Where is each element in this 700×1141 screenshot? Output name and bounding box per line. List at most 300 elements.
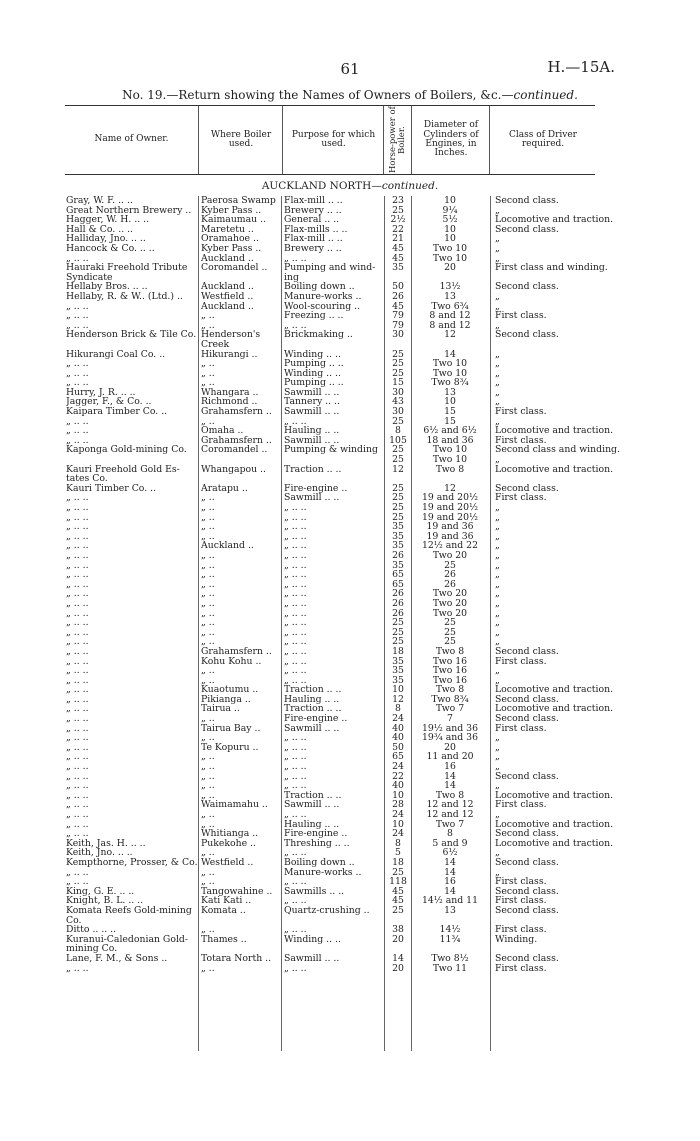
diameter-cell: 25 <box>444 560 456 571</box>
owner-cell: Hikurangi Coal Co. .. <box>66 349 166 360</box>
where-cell: „ .. <box>201 359 215 369</box>
table-row <box>0 647 700 657</box>
table-row <box>0 628 700 638</box>
hp-cell: 45 <box>392 243 404 254</box>
where-cell: „ .. <box>201 790 215 801</box>
driver-cell: „ <box>495 387 500 398</box>
owner-cell: „ .. .. <box>66 426 89 436</box>
where-cell: Westfield .. <box>201 291 254 302</box>
purpose-cell: Hauling .. .. <box>284 426 340 436</box>
purpose-cell: Threshing .. .. <box>284 838 350 849</box>
where-cell: „ .. <box>201 848 215 858</box>
diameter-cell: Two 16 <box>432 675 468 686</box>
driver-cell: Second class. <box>495 282 559 292</box>
purpose-cell: Hauling .. .. <box>284 819 340 830</box>
driver-cell: „ <box>495 455 500 465</box>
diameter-cell: Two 6¾ <box>431 301 469 312</box>
hp-cell: 105 <box>389 435 407 446</box>
where-cell: „ .. <box>201 714 215 724</box>
owner-cell: Keith, Jas. H. .. .. <box>66 838 146 849</box>
purpose-cell: Fire-engine .. <box>284 483 348 494</box>
purpose-cell: „ .. .. <box>284 550 307 561</box>
diameter-cell: 14½ and 11 <box>421 896 479 906</box>
purpose-cell: ing <box>284 272 299 283</box>
diameter-cell: 25 <box>444 637 456 647</box>
diameter-cell: 25 <box>444 627 456 638</box>
hp-cell: 25 <box>392 637 404 647</box>
diameter-cell: Two 16 <box>432 656 468 667</box>
where-cell: Kyber Pass .. <box>201 205 262 216</box>
purpose-cell: General .. .. <box>284 215 340 225</box>
purpose-cell: Freezing .. .. <box>284 311 344 321</box>
hp-cell: 8 <box>395 704 401 715</box>
where-cell: Omaha .. <box>201 426 244 436</box>
hp-cell: 25 <box>392 359 404 369</box>
driver-cell: „ <box>495 531 500 542</box>
where-cell: Auckland .. <box>201 541 254 551</box>
table-header <box>65 105 595 175</box>
diameter-cell: Two 10 <box>432 368 468 379</box>
purpose-cell: „ .. .. <box>284 416 307 427</box>
table-row <box>0 800 700 810</box>
table-row <box>0 445 700 455</box>
purpose-cell: „ .. .. <box>284 762 307 772</box>
table-row <box>0 916 700 926</box>
hp-cell: 25 <box>392 416 404 427</box>
purpose-cell: „ .. .. <box>284 733 307 743</box>
hp-cell: 30 <box>392 387 404 398</box>
purpose-cell: Fire-engine .. <box>284 829 348 839</box>
driver-cell: „ <box>495 589 500 599</box>
where-cell: „ .. <box>201 579 215 590</box>
where-cell: Kohu Kohu .. <box>201 656 262 667</box>
where-cell: „ .. <box>201 560 215 571</box>
purpose-cell: „ .. .. <box>284 608 307 619</box>
purpose-cell: „ .. .. <box>284 589 307 599</box>
diameter-cell: 11 and 20 <box>426 752 474 763</box>
where-cell: „ .. <box>201 311 215 321</box>
owner-cell: „ .. .. <box>66 646 89 657</box>
where-cell: Pukekohe .. <box>201 838 256 849</box>
owner-cell: „ .. .. <box>66 589 89 599</box>
diameter-cell: 12 <box>444 483 456 494</box>
purpose-cell: „ .. .. <box>284 666 307 676</box>
purpose-cell: Sawmills .. .. <box>284 886 345 897</box>
where-cell: Grahamsfern .. <box>201 646 272 657</box>
table-row <box>0 311 700 321</box>
diameter-cell: 10 <box>444 234 456 244</box>
table-row <box>0 551 700 561</box>
table-row <box>0 541 700 551</box>
diameter-cell: 5½ <box>442 215 458 225</box>
driver-cell: Second class. <box>495 857 559 868</box>
owner-cell: „ .. .. <box>66 810 89 820</box>
driver-cell: Second class. <box>495 330 559 340</box>
hp-cell: 10 <box>392 685 404 695</box>
table-row <box>0 493 700 503</box>
driver-cell: „ <box>495 359 500 369</box>
where-cell: „ .. <box>201 627 215 638</box>
driver-cell: „ <box>495 666 500 676</box>
diameter-cell: 19 and 20½ <box>421 512 479 523</box>
driver-cell: „ <box>495 560 500 571</box>
purpose-cell: Sawmill .. .. <box>284 435 340 446</box>
driver-cell: First class. <box>495 963 547 974</box>
header-where: Where Boiler used. <box>210 129 272 149</box>
hp-cell: 20 <box>392 934 404 945</box>
driver-cell: „ <box>495 762 500 772</box>
hp-cell: 2½ <box>390 215 406 225</box>
diameter-cell: 26 <box>444 570 456 580</box>
table-row <box>0 772 700 782</box>
table-row <box>0 752 700 762</box>
hp-cell: 18 <box>392 857 404 868</box>
table-row <box>0 273 700 283</box>
diameter-cell: Two 8¾ <box>431 378 469 388</box>
hp-cell: 26 <box>392 550 404 561</box>
table-row <box>0 599 700 609</box>
table-row <box>0 532 700 542</box>
where-cell: „ .. <box>201 608 215 619</box>
owner-cell: „ .. .. <box>66 733 89 743</box>
where-cell: Maretetu .. <box>201 224 254 235</box>
hp-cell: 43 <box>392 397 404 408</box>
purpose-cell: „ .. .. <box>284 810 307 820</box>
table-row <box>0 474 700 484</box>
diameter-cell: Two 20 <box>432 608 468 619</box>
purpose-cell: „ .. .. <box>284 598 307 609</box>
where-cell: Whitianga .. <box>201 829 259 839</box>
where-cell: „ .. <box>201 752 215 763</box>
table-row <box>0 330 700 340</box>
hp-cell: 40 <box>392 781 404 791</box>
driver-cell: Second class. <box>495 196 559 206</box>
purpose-cell: „ .. .. <box>284 877 307 887</box>
table-row <box>0 762 700 772</box>
table-row <box>0 570 700 580</box>
table-row <box>0 609 700 619</box>
owner-cell: Kuranui-Caledonian Gold- <box>66 934 189 945</box>
purpose-cell: Manure-works .. <box>284 291 362 302</box>
hp-cell: 14 <box>392 953 404 964</box>
where-cell: „ .. <box>201 493 215 503</box>
diameter-cell: 14 <box>444 781 456 791</box>
owner-cell: „ .. .. <box>66 627 89 638</box>
where-cell: Tairua .. <box>201 704 240 715</box>
where-cell: „ .. <box>201 819 215 830</box>
driver-cell: „ <box>495 618 500 628</box>
hp-cell: 25 <box>392 445 404 456</box>
hp-cell: 5 <box>395 848 401 858</box>
where-cell: Kyber Pass .. <box>201 243 262 254</box>
hp-cell: 50 <box>392 282 404 292</box>
owner-cell: tates Co. <box>66 474 108 484</box>
driver-cell: „ <box>495 675 500 686</box>
diameter-cell: Two 20 <box>432 550 468 561</box>
purpose-cell: Wool-scouring .. <box>284 301 361 312</box>
hp-cell: 8 <box>395 838 401 849</box>
driver-cell: First class. <box>495 656 547 667</box>
purpose-cell: Boiling down .. <box>284 282 355 292</box>
purpose-cell: „ .. .. <box>284 637 307 647</box>
purpose-cell: „ .. .. <box>284 522 307 532</box>
table-row <box>0 503 700 513</box>
owner-cell: Syndicate <box>66 272 113 283</box>
where-cell: Grahamsfern .. <box>201 435 272 446</box>
table-row <box>0 407 700 417</box>
where-cell: Tangowahine .. <box>201 886 273 897</box>
table-row <box>0 215 700 225</box>
driver-cell: First class. <box>495 800 547 810</box>
owner-cell: Hellaby, R. & W.. (Ltd.) .. <box>66 291 183 302</box>
owner-cell: „ .. .. <box>66 301 89 312</box>
table-row <box>0 426 700 436</box>
owner-cell: Kempthorne, Prosser, & Co. <box>66 857 198 868</box>
owner-cell: „ .. .. <box>66 560 89 571</box>
hp-cell: 30 <box>392 330 404 340</box>
diameter-cell: Two 20 <box>432 598 468 609</box>
purpose-cell: „ .. .. <box>284 320 307 331</box>
hp-cell: 12 <box>392 464 404 475</box>
where-cell: „ .. <box>201 963 215 974</box>
purpose-cell: Pumping .. .. <box>284 378 344 388</box>
diameter-cell: 19 and 36 <box>426 531 474 542</box>
diameter-cell: Two 8½ <box>431 953 469 964</box>
purpose-cell: Flax-mills .. .. <box>284 224 348 235</box>
table-row <box>0 964 700 974</box>
driver-cell: „ <box>495 301 500 312</box>
purpose-cell: Traction .. .. <box>284 464 342 475</box>
hp-cell: 22 <box>392 771 404 782</box>
where-cell: Hikurangi .. <box>201 349 258 360</box>
owner-cell: Komata Reefs Gold-mining <box>66 905 192 916</box>
driver-cell: First class. <box>495 896 547 906</box>
hp-cell: 45 <box>392 253 404 264</box>
hp-cell: 65 <box>392 752 404 763</box>
table-row <box>0 397 700 407</box>
table-row <box>0 829 700 839</box>
hp-cell: 25 <box>392 205 404 216</box>
hp-cell: 22 <box>392 224 404 235</box>
hp-cell: 35 <box>392 541 404 551</box>
diameter-cell: 10 <box>444 196 456 206</box>
hp-cell: 24 <box>392 810 404 820</box>
owner-cell: mining Co. <box>66 944 118 954</box>
owner-cell: „ .. .. <box>66 829 89 839</box>
owner-cell: „ .. .. <box>66 512 89 523</box>
diameter-cell: 10 <box>444 397 456 408</box>
hp-cell: 28 <box>392 800 404 810</box>
diameter-cell: Two 10 <box>432 359 468 369</box>
diameter-cell: Two 10 <box>432 253 468 264</box>
table-row <box>0 839 700 849</box>
table-row <box>0 896 700 906</box>
owner-cell: Hauraki Freehold Tribute <box>66 263 188 273</box>
document-reference: H.—15A. <box>547 58 615 76</box>
where-cell: „ .. <box>201 416 215 427</box>
diameter-cell: 13½ <box>439 282 461 292</box>
driver-cell: Second class. <box>495 483 559 494</box>
diameter-cell: 15 <box>444 416 456 427</box>
purpose-cell: Sawmill .. .. <box>284 723 340 734</box>
purpose-cell: Sawmill .. .. <box>284 953 340 964</box>
driver-cell: First class. <box>495 723 547 734</box>
table-row <box>0 436 700 446</box>
owner-cell: Great Northern Brewery .. <box>66 205 192 216</box>
hp-cell: 15 <box>392 378 404 388</box>
where-cell: Creek <box>201 339 230 350</box>
hp-cell: 118 <box>389 877 407 887</box>
table-row <box>0 513 700 523</box>
driver-cell: „ <box>495 550 500 561</box>
table-row <box>0 877 700 887</box>
owner-cell: Gray, W. F. .. .. <box>66 196 133 206</box>
where-cell: „ .. <box>201 637 215 647</box>
driver-cell: Locomotive and traction. <box>495 426 614 436</box>
diameter-cell: 18 and 36 <box>426 435 474 446</box>
where-cell: Waimamahu .. <box>201 800 268 810</box>
table-row <box>0 618 700 628</box>
purpose-cell: Manure-works .. <box>284 867 362 878</box>
owner-cell: Keith, Jno. .. .. <box>66 848 133 858</box>
table-row <box>0 887 700 897</box>
owner-cell: „ .. .. <box>66 685 89 695</box>
purpose-cell: Traction .. .. <box>284 685 342 695</box>
owner-cell: „ .. .. <box>66 666 89 676</box>
where-cell: Aratapu .. <box>201 483 248 494</box>
table-row <box>0 724 700 734</box>
driver-cell: First class. <box>495 493 547 503</box>
hp-cell: 25 <box>392 349 404 360</box>
table-title <box>0 88 700 102</box>
purpose-cell: Brickmaking .. <box>284 330 353 340</box>
purpose-cell: Pumping .. .. <box>284 359 344 369</box>
purpose-cell: Pumping and wind- <box>284 263 376 273</box>
where-cell: Henderson's <box>201 330 261 340</box>
purpose-cell: „ .. .. <box>284 771 307 782</box>
driver-cell: „ <box>495 253 500 264</box>
owner-cell: „ .. .. <box>66 723 89 734</box>
table-row <box>0 302 700 312</box>
table-row <box>0 791 700 801</box>
table-row <box>0 244 700 254</box>
driver-cell: „ <box>495 349 500 360</box>
hp-cell: 25 <box>392 483 404 494</box>
hp-cell: 35 <box>392 263 404 273</box>
table-row <box>0 695 700 705</box>
where-cell: Auckland .. <box>201 282 254 292</box>
hp-cell: 40 <box>392 723 404 734</box>
diameter-cell: 12½ and 22 <box>421 541 479 551</box>
table-row <box>0 263 700 273</box>
driver-cell: „ <box>495 205 500 216</box>
hp-cell: 35 <box>392 666 404 676</box>
owner-cell: King, G. E. .. .. <box>66 886 135 897</box>
diameter-cell: 25 <box>444 618 456 628</box>
owner-cell: „ .. .. <box>66 435 89 446</box>
driver-cell: Locomotive and traction. <box>495 215 614 225</box>
table-row <box>0 925 700 935</box>
table-row <box>0 254 700 264</box>
purpose-cell: „ .. .. <box>284 848 307 858</box>
owner-cell: „ .. .. <box>66 522 89 532</box>
diameter-cell: 19 and 20½ <box>421 503 479 513</box>
diameter-cell: Two 16 <box>432 666 468 676</box>
hp-cell: 65 <box>392 579 404 590</box>
purpose-cell: „ .. .. <box>284 253 307 264</box>
where-cell: „ .. <box>201 666 215 676</box>
hp-cell: 10 <box>392 819 404 830</box>
table-row <box>0 292 700 302</box>
table-row <box>0 417 700 427</box>
table-row <box>0 359 700 369</box>
owner-cell: Co. <box>66 915 82 926</box>
diameter-cell: 20 <box>444 263 456 273</box>
hp-cell: 25 <box>392 512 404 523</box>
table-row <box>0 465 700 475</box>
where-cell: „ .. <box>201 378 215 388</box>
hp-cell: 12 <box>392 694 404 705</box>
driver-cell: First class and winding. <box>495 263 608 273</box>
where-cell: „ .. <box>201 550 215 561</box>
owner-cell: „ .. .. <box>66 531 89 542</box>
driver-cell: „ <box>495 416 500 427</box>
diameter-cell: 7 <box>447 714 453 724</box>
driver-cell: „ <box>495 579 500 590</box>
hp-cell: 24 <box>392 829 404 839</box>
purpose-cell: Sawmill .. .. <box>284 493 340 503</box>
diameter-cell: Two 7 <box>435 704 465 715</box>
driver-cell: „ <box>495 752 500 763</box>
driver-cell: „ <box>495 243 500 254</box>
table-row <box>0 484 700 494</box>
hp-cell: 35 <box>392 522 404 532</box>
driver-cell: First class. <box>495 407 547 417</box>
where-cell: „ .. <box>201 867 215 878</box>
where-cell: Richmond .. <box>201 397 258 408</box>
where-cell: Whangara .. <box>201 387 259 398</box>
owner-cell: „ .. .. <box>66 503 89 513</box>
where-cell: „ .. <box>201 618 215 628</box>
table-row <box>0 388 700 398</box>
hp-cell: 25 <box>392 503 404 513</box>
header-hp <box>384 106 411 174</box>
driver-cell: „ <box>495 733 500 743</box>
hp-cell: 25 <box>392 618 404 628</box>
diameter-cell: 11¾ <box>439 934 461 945</box>
title-suffix: continued. <box>513 88 578 102</box>
driver-cell: „ <box>495 512 500 523</box>
where-cell: Paerosa Swamp <box>201 196 276 206</box>
purpose-cell: „ .. .. <box>284 512 307 523</box>
owner-cell: „ .. .. <box>66 694 89 705</box>
purpose-cell: Flax-mill .. .. <box>284 234 343 244</box>
table-row <box>0 704 700 714</box>
diameter-cell: 13 <box>444 905 456 916</box>
driver-cell: „ <box>495 867 500 878</box>
driver-cell: Second class. <box>495 829 559 839</box>
hp-cell: 40 <box>392 733 404 743</box>
table-row <box>0 455 700 465</box>
diameter-cell: Two 8 <box>435 685 465 695</box>
diameter-cell: 16 <box>444 762 456 772</box>
diameter-cell: 8 and 12 <box>429 311 471 321</box>
diameter-cell: 19 and 36 <box>426 522 474 532</box>
hp-cell: 8 <box>395 426 401 436</box>
hp-cell: 79 <box>392 320 404 331</box>
diameter-cell: 6½ <box>442 848 458 858</box>
driver-cell: „ <box>495 810 500 820</box>
